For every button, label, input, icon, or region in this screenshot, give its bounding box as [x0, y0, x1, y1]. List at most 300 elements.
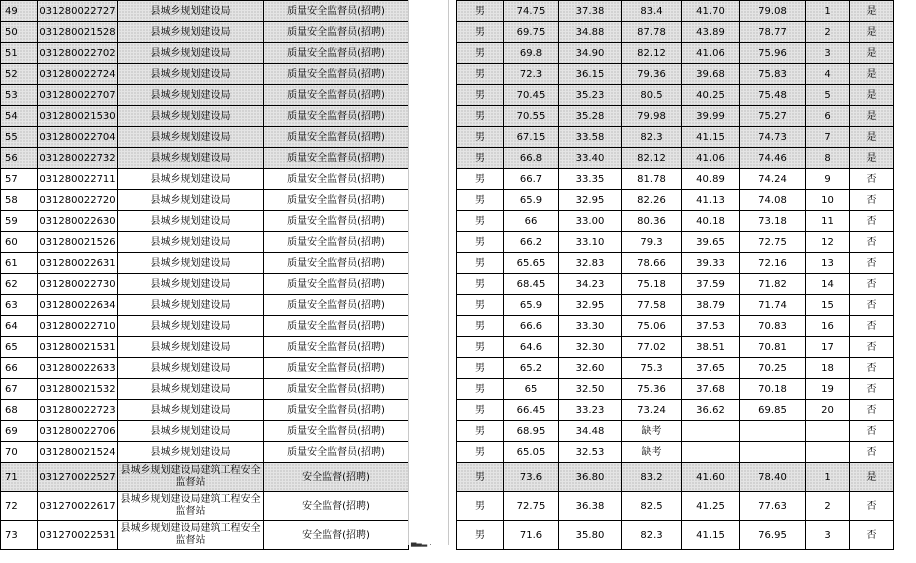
written-score-cell: 66: [504, 211, 559, 232]
row-number-cell: 49: [1, 1, 38, 22]
rank-cell: 2: [806, 492, 850, 521]
position-name-cell: 质量安全监督员(招聘): [264, 106, 409, 127]
interview-score-cell: 缺考: [622, 442, 682, 463]
written-score-cell: 74.75: [504, 1, 559, 22]
position-name-cell: 质量安全监督员(招聘): [264, 64, 409, 85]
exam-id-cell: 031280022724: [38, 64, 118, 85]
interview-score-cell: 77.02: [622, 337, 682, 358]
rank-cell: 7: [806, 127, 850, 148]
advance-status-cell: 否: [850, 421, 894, 442]
row-number-cell: 55: [1, 127, 38, 148]
written-weighted-cell: 32.60: [559, 358, 622, 379]
gender-cell: 男: [457, 295, 504, 316]
position-name-cell: 质量安全监督员(招聘): [264, 211, 409, 232]
advance-status-cell: 否: [850, 400, 894, 421]
interview-weighted-cell: 37.53: [682, 316, 740, 337]
interview-weighted-cell: 40.89: [682, 169, 740, 190]
unit-name-cell: 县城乡规划建设局: [118, 295, 264, 316]
exam-id-cell: 031280022633: [38, 358, 118, 379]
advance-status-cell: 否: [850, 169, 894, 190]
rank-cell: 3: [806, 43, 850, 64]
unit-name-cell: 县城乡规划建设局: [118, 358, 264, 379]
rank-cell: 14: [806, 274, 850, 295]
interview-weighted-cell: 41.06: [682, 148, 740, 169]
scan-artifact: ▄▃▂ .: [411, 539, 432, 547]
row-number-cell: 59: [1, 211, 38, 232]
position-name-cell: 质量安全监督员(招聘): [264, 358, 409, 379]
gender-cell: 男: [457, 64, 504, 85]
gender-cell: 男: [457, 274, 504, 295]
rank-cell: 12: [806, 232, 850, 253]
exam-id-cell: 031280021532: [38, 379, 118, 400]
advance-status-cell: 否: [850, 190, 894, 211]
total-score-cell: 71.74: [740, 295, 806, 316]
total-score-cell: 70.83: [740, 316, 806, 337]
row-number-cell: 69: [1, 421, 38, 442]
total-score-cell: 74.46: [740, 148, 806, 169]
unit-name-cell: 县城乡规划建设局: [118, 421, 264, 442]
exam-id-cell: 031280021530: [38, 106, 118, 127]
exam-id-cell: 031280022723: [38, 400, 118, 421]
unit-name-cell: 县城乡规划建设局: [118, 106, 264, 127]
interview-score-cell: 83.2: [622, 463, 682, 492]
total-score-cell: [740, 421, 806, 442]
gender-cell: 男: [457, 463, 504, 492]
gender-cell: 男: [457, 169, 504, 190]
position-name-cell: 质量安全监督员(招聘): [264, 337, 409, 358]
unit-name-cell: 县城乡规划建设局: [118, 1, 264, 22]
written-score-cell: 70.55: [504, 106, 559, 127]
written-weighted-cell: 34.48: [559, 421, 622, 442]
written-score-cell: 71.6: [504, 521, 559, 550]
exam-id-cell: 031280022706: [38, 421, 118, 442]
gender-cell: 男: [457, 211, 504, 232]
position-name-cell: 质量安全监督员(招聘): [264, 1, 409, 22]
row-number-cell: 72: [1, 492, 38, 521]
total-score-cell: 70.25: [740, 358, 806, 379]
total-score-cell: 74.08: [740, 190, 806, 211]
position-name-cell: 质量安全监督员(招聘): [264, 400, 409, 421]
interview-weighted-cell: 41.60: [682, 463, 740, 492]
interview-score-cell: 80.5: [622, 85, 682, 106]
interview-score-cell: 75.3: [622, 358, 682, 379]
advance-status-cell: 否: [850, 295, 894, 316]
total-score-cell: 75.96: [740, 43, 806, 64]
exam-id-cell: 031280022634: [38, 295, 118, 316]
row-number-cell: 56: [1, 148, 38, 169]
position-name-cell: 质量安全监督员(招聘): [264, 379, 409, 400]
interview-weighted-cell: [682, 421, 740, 442]
gender-cell: 男: [457, 43, 504, 64]
unit-name-cell: 县城乡规划建设局: [118, 85, 264, 106]
interview-weighted-cell: 38.51: [682, 337, 740, 358]
interview-weighted-cell: 39.99: [682, 106, 740, 127]
exam-id-cell: 031280021524: [38, 442, 118, 463]
gender-cell: 男: [457, 421, 504, 442]
written-weighted-cell: 33.40: [559, 148, 622, 169]
written-score-cell: 68.45: [504, 274, 559, 295]
unit-name-cell: 县城乡规划建设局: [118, 379, 264, 400]
row-number-cell: 62: [1, 274, 38, 295]
interview-score-cell: 82.5: [622, 492, 682, 521]
interview-weighted-cell: 41.15: [682, 521, 740, 550]
position-name-cell: 质量安全监督员(招聘): [264, 253, 409, 274]
interview-weighted-cell: 40.18: [682, 211, 740, 232]
advance-status-cell: 是: [850, 43, 894, 64]
gender-cell: 男: [457, 492, 504, 521]
rank-cell: 19: [806, 379, 850, 400]
interview-weighted-cell: 43.89: [682, 22, 740, 43]
written-weighted-cell: 34.90: [559, 43, 622, 64]
total-score-cell: 78.40: [740, 463, 806, 492]
written-weighted-cell: 32.50: [559, 379, 622, 400]
interview-weighted-cell: 41.06: [682, 43, 740, 64]
written-score-cell: 70.45: [504, 85, 559, 106]
total-score-cell: 75.48: [740, 85, 806, 106]
written-weighted-cell: 33.23: [559, 400, 622, 421]
total-score-cell: 74.73: [740, 127, 806, 148]
written-score-cell: 65.2: [504, 358, 559, 379]
exam-id-cell: 031280022704: [38, 127, 118, 148]
rank-cell: [806, 442, 850, 463]
advance-status-cell: 否: [850, 521, 894, 550]
rank-cell: 9: [806, 169, 850, 190]
blank-column: [408, 0, 449, 545]
rank-cell: 1: [806, 463, 850, 492]
gender-cell: 男: [457, 337, 504, 358]
rank-cell: 8: [806, 148, 850, 169]
position-name-cell: 质量安全监督员(招聘): [264, 274, 409, 295]
interview-weighted-cell: 37.68: [682, 379, 740, 400]
written-score-cell: 65.9: [504, 295, 559, 316]
total-score-cell: 75.27: [740, 106, 806, 127]
interview-score-cell: 缺考: [622, 421, 682, 442]
interview-score-cell: 79.36: [622, 64, 682, 85]
exam-id-cell: 031280022727: [38, 1, 118, 22]
row-number-cell: 66: [1, 358, 38, 379]
gender-cell: 男: [457, 106, 504, 127]
unit-name-cell: 县城乡规划建设局: [118, 127, 264, 148]
exam-id-cell: 031270022527: [38, 463, 118, 492]
exam-id-cell: 031280021528: [38, 22, 118, 43]
written-weighted-cell: 36.38: [559, 492, 622, 521]
written-weighted-cell: 33.58: [559, 127, 622, 148]
written-weighted-cell: 34.23: [559, 274, 622, 295]
gender-cell: 男: [457, 400, 504, 421]
gender-cell: 男: [457, 253, 504, 274]
interview-score-cell: 75.06: [622, 316, 682, 337]
rank-cell: [806, 421, 850, 442]
advance-status-cell: 否: [850, 442, 894, 463]
exam-id-cell: 031280021526: [38, 232, 118, 253]
rank-cell: 2: [806, 22, 850, 43]
exam-id-cell: 031280022631: [38, 253, 118, 274]
advance-status-cell: 否: [850, 211, 894, 232]
rank-cell: 13: [806, 253, 850, 274]
written-weighted-cell: 36.80: [559, 463, 622, 492]
rank-cell: 15: [806, 295, 850, 316]
exam-id-cell: 031280022630: [38, 211, 118, 232]
rank-cell: 1: [806, 1, 850, 22]
interview-weighted-cell: [682, 442, 740, 463]
exam-id-cell: 031280022730: [38, 274, 118, 295]
interview-score-cell: 82.3: [622, 521, 682, 550]
gender-cell: 男: [457, 442, 504, 463]
advance-status-cell: 否: [850, 316, 894, 337]
position-name-cell: 质量安全监督员(招聘): [264, 295, 409, 316]
exam-id-cell: 031270022531: [38, 521, 118, 550]
exam-id-cell: 031280022732: [38, 148, 118, 169]
exam-id-cell: 031280022710: [38, 316, 118, 337]
position-name-cell: 质量安全监督员(招聘): [264, 442, 409, 463]
position-name-cell: 质量安全监督员(招聘): [264, 148, 409, 169]
advance-status-cell: 是: [850, 22, 894, 43]
position-name-cell: 质量安全监督员(招聘): [264, 43, 409, 64]
written-weighted-cell: 32.83: [559, 253, 622, 274]
written-weighted-cell: 33.00: [559, 211, 622, 232]
total-score-cell: 79.08: [740, 1, 806, 22]
unit-name-cell: 县城乡规划建设局: [118, 22, 264, 43]
position-name-cell: 安全监督(招聘): [264, 521, 409, 550]
unit-name-cell: 县城乡规划建设局: [118, 253, 264, 274]
position-name-cell: 质量安全监督员(招聘): [264, 232, 409, 253]
row-number-cell: 54: [1, 106, 38, 127]
interview-weighted-cell: 41.13: [682, 190, 740, 211]
total-score-cell: 73.18: [740, 211, 806, 232]
row-number-cell: 65: [1, 337, 38, 358]
row-number-cell: 73: [1, 521, 38, 550]
advance-status-cell: 是: [850, 148, 894, 169]
rank-cell: 10: [806, 190, 850, 211]
advance-status-cell: 否: [850, 379, 894, 400]
exam-id-cell: 031280022702: [38, 43, 118, 64]
rank-cell: 4: [806, 64, 850, 85]
written-weighted-cell: 32.30: [559, 337, 622, 358]
advance-status-cell: 是: [850, 64, 894, 85]
interview-score-cell: 79.98: [622, 106, 682, 127]
exam-id-cell: 031280022720: [38, 190, 118, 211]
written-weighted-cell: 35.28: [559, 106, 622, 127]
unit-name-cell: 县城乡规划建设局: [118, 400, 264, 421]
interview-score-cell: 82.12: [622, 148, 682, 169]
written-weighted-cell: 32.53: [559, 442, 622, 463]
advance-status-cell: 否: [850, 358, 894, 379]
written-score-cell: 66.7: [504, 169, 559, 190]
interview-weighted-cell: 41.70: [682, 1, 740, 22]
position-name-cell: 质量安全监督员(招聘): [264, 421, 409, 442]
total-score-cell: [740, 442, 806, 463]
written-weighted-cell: 32.95: [559, 190, 622, 211]
row-number-cell: 53: [1, 85, 38, 106]
gender-cell: 男: [457, 1, 504, 22]
exam-id-cell: 031280022711: [38, 169, 118, 190]
interview-weighted-cell: 38.79: [682, 295, 740, 316]
row-number-cell: 63: [1, 295, 38, 316]
written-weighted-cell: 33.30: [559, 316, 622, 337]
row-number-cell: 57: [1, 169, 38, 190]
unit-name-cell: 县城乡规划建设局: [118, 148, 264, 169]
interview-score-cell: 80.36: [622, 211, 682, 232]
unit-name-cell: 县城乡规划建设局建筑工程安全监督站: [118, 492, 264, 521]
unit-name-cell: 县城乡规划建设局: [118, 274, 264, 295]
gender-cell: 男: [457, 521, 504, 550]
interview-weighted-cell: 37.59: [682, 274, 740, 295]
unit-name-cell: 县城乡规划建设局: [118, 43, 264, 64]
exam-id-cell: 031270022617: [38, 492, 118, 521]
interview-score-cell: 75.18: [622, 274, 682, 295]
written-score-cell: 65.05: [504, 442, 559, 463]
total-score-cell: 72.75: [740, 232, 806, 253]
position-name-cell: 安全监督(招聘): [264, 492, 409, 521]
interview-weighted-cell: 41.25: [682, 492, 740, 521]
interview-score-cell: 79.3: [622, 232, 682, 253]
interview-score-cell: 75.36: [622, 379, 682, 400]
position-name-cell: 质量安全监督员(招聘): [264, 127, 409, 148]
advance-status-cell: 是: [850, 106, 894, 127]
gender-cell: 男: [457, 148, 504, 169]
exam-id-cell: 031280022707: [38, 85, 118, 106]
row-number-cell: 68: [1, 400, 38, 421]
unit-name-cell: 县城乡规划建设局: [118, 232, 264, 253]
gender-cell: 男: [457, 190, 504, 211]
written-score-cell: 72.3: [504, 64, 559, 85]
interview-score-cell: 78.66: [622, 253, 682, 274]
rank-cell: 17: [806, 337, 850, 358]
position-name-cell: 质量安全监督员(招聘): [264, 316, 409, 337]
written-weighted-cell: 35.23: [559, 85, 622, 106]
advance-status-cell: 否: [850, 253, 894, 274]
interview-weighted-cell: 39.33: [682, 253, 740, 274]
total-score-cell: 75.83: [740, 64, 806, 85]
written-weighted-cell: 37.38: [559, 1, 622, 22]
rank-cell: 16: [806, 316, 850, 337]
row-number-cell: 50: [1, 22, 38, 43]
total-score-cell: 71.82: [740, 274, 806, 295]
written-score-cell: 65.9: [504, 190, 559, 211]
row-number-cell: 58: [1, 190, 38, 211]
total-score-cell: 70.81: [740, 337, 806, 358]
written-score-cell: 66.2: [504, 232, 559, 253]
written-score-cell: 64.6: [504, 337, 559, 358]
rank-cell: 18: [806, 358, 850, 379]
position-name-cell: 质量安全监督员(招聘): [264, 190, 409, 211]
position-name-cell: 质量安全监督员(招聘): [264, 22, 409, 43]
written-score-cell: 67.15: [504, 127, 559, 148]
total-score-cell: 69.85: [740, 400, 806, 421]
row-number-cell: 67: [1, 379, 38, 400]
rank-cell: 3: [806, 521, 850, 550]
gender-cell: 男: [457, 358, 504, 379]
written-score-cell: 68.95: [504, 421, 559, 442]
unit-name-cell: 县城乡规划建设局: [118, 169, 264, 190]
interview-score-cell: 83.4: [622, 1, 682, 22]
gender-cell: 男: [457, 379, 504, 400]
advance-status-cell: 是: [850, 85, 894, 106]
row-number-cell: 64: [1, 316, 38, 337]
interview-weighted-cell: 36.62: [682, 400, 740, 421]
gender-cell: 男: [457, 316, 504, 337]
written-score-cell: 66.6: [504, 316, 559, 337]
written-weighted-cell: 32.95: [559, 295, 622, 316]
row-number-cell: 70: [1, 442, 38, 463]
advance-status-cell: 否: [850, 274, 894, 295]
unit-name-cell: 县城乡规划建设局建筑工程安全监督站: [118, 521, 264, 550]
written-score-cell: 69.8: [504, 43, 559, 64]
interview-weighted-cell: 39.65: [682, 232, 740, 253]
written-score-cell: 66.8: [504, 148, 559, 169]
unit-name-cell: 县城乡规划建设局: [118, 316, 264, 337]
interview-score-cell: 82.3: [622, 127, 682, 148]
advance-status-cell: 否: [850, 492, 894, 521]
row-number-cell: 61: [1, 253, 38, 274]
written-score-cell: 65: [504, 379, 559, 400]
written-score-cell: 73.6: [504, 463, 559, 492]
total-score-cell: 72.16: [740, 253, 806, 274]
gender-cell: 男: [457, 232, 504, 253]
advance-status-cell: 否: [850, 337, 894, 358]
unit-name-cell: 县城乡规划建设局: [118, 64, 264, 85]
unit-name-cell: 县城乡规划建设局: [118, 211, 264, 232]
advance-status-cell: 是: [850, 463, 894, 492]
written-weighted-cell: 33.10: [559, 232, 622, 253]
row-number-cell: 52: [1, 64, 38, 85]
interview-weighted-cell: 40.25: [682, 85, 740, 106]
interview-score-cell: 87.78: [622, 22, 682, 43]
written-weighted-cell: 34.88: [559, 22, 622, 43]
interview-score-cell: 82.12: [622, 43, 682, 64]
rank-cell: 5: [806, 85, 850, 106]
interview-weighted-cell: 39.68: [682, 64, 740, 85]
exam-id-cell: 031280021531: [38, 337, 118, 358]
unit-name-cell: 县城乡规划建设局: [118, 337, 264, 358]
position-name-cell: 质量安全监督员(招聘): [264, 85, 409, 106]
written-weighted-cell: 36.15: [559, 64, 622, 85]
gender-cell: 男: [457, 22, 504, 43]
gender-cell: 男: [457, 127, 504, 148]
advance-status-cell: 否: [850, 232, 894, 253]
total-score-cell: 70.18: [740, 379, 806, 400]
interview-weighted-cell: 41.15: [682, 127, 740, 148]
total-score-cell: 76.95: [740, 521, 806, 550]
interview-score-cell: 73.24: [622, 400, 682, 421]
written-score-cell: 69.75: [504, 22, 559, 43]
row-number-cell: 60: [1, 232, 38, 253]
total-score-cell: 78.77: [740, 22, 806, 43]
interview-weighted-cell: 37.65: [682, 358, 740, 379]
interview-score-cell: 81.78: [622, 169, 682, 190]
row-number-cell: 51: [1, 43, 38, 64]
total-score-cell: 77.63: [740, 492, 806, 521]
gender-cell: 男: [457, 85, 504, 106]
advance-status-cell: 是: [850, 127, 894, 148]
position-name-cell: 安全监督(招聘): [264, 463, 409, 492]
written-weighted-cell: 35.80: [559, 521, 622, 550]
rank-cell: 20: [806, 400, 850, 421]
unit-name-cell: 县城乡规划建设局: [118, 442, 264, 463]
total-score-cell: 74.24: [740, 169, 806, 190]
rank-cell: 6: [806, 106, 850, 127]
rank-cell: 11: [806, 211, 850, 232]
written-score-cell: 72.75: [504, 492, 559, 521]
interview-score-cell: 82.26: [622, 190, 682, 211]
written-score-cell: 65.65: [504, 253, 559, 274]
position-name-cell: 质量安全监督员(招聘): [264, 169, 409, 190]
unit-name-cell: 县城乡规划建设局: [118, 190, 264, 211]
written-score-cell: 66.45: [504, 400, 559, 421]
unit-name-cell: 县城乡规划建设局建筑工程安全监督站: [118, 463, 264, 492]
interview-score-cell: 77.58: [622, 295, 682, 316]
written-weighted-cell: 33.35: [559, 169, 622, 190]
